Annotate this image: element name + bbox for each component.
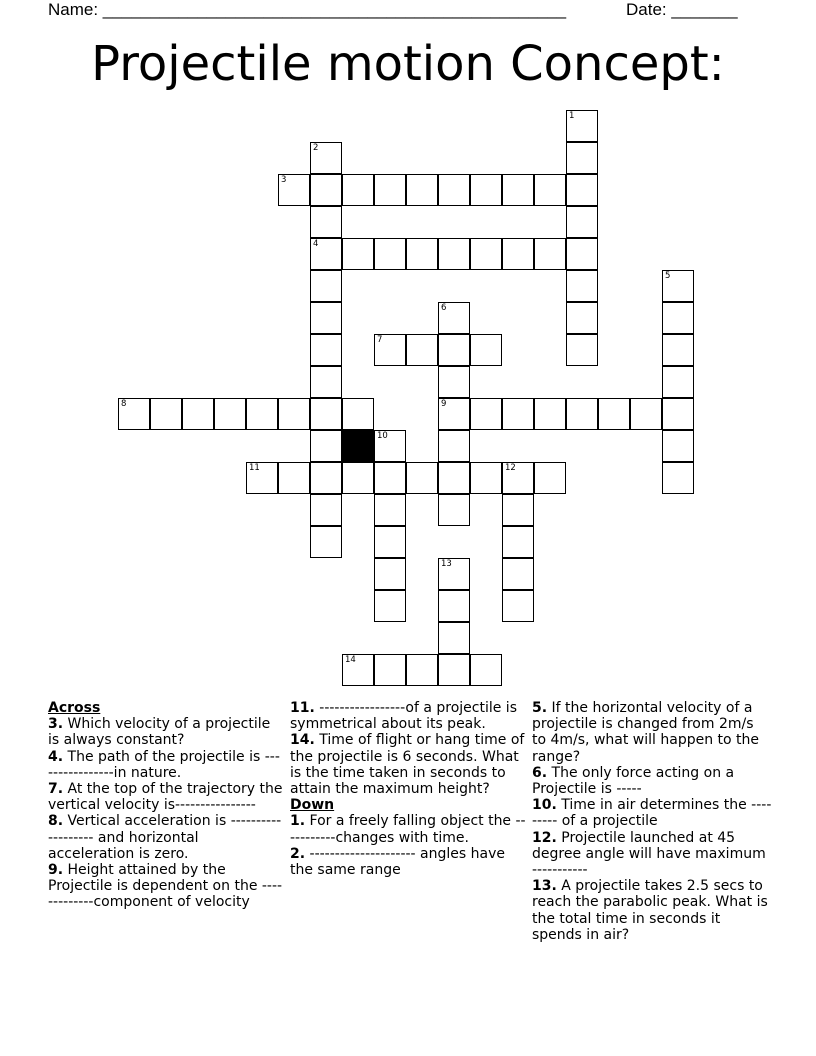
- clue-number: 12: [505, 463, 516, 473]
- crossword-cell[interactable]: [310, 366, 342, 398]
- crossword-cell[interactable]: [534, 398, 566, 430]
- down-heading: Down: [290, 797, 335, 814]
- crossword-cell[interactable]: [566, 142, 598, 174]
- page-title: Projectile motion Concept:: [91, 36, 725, 92]
- crossword-cell[interactable]: [502, 494, 534, 526]
- crossword-cell[interactable]: [566, 206, 598, 238]
- crossword-cell[interactable]: [502, 238, 534, 270]
- clue-number: 4: [313, 239, 319, 249]
- clue-across-8: 8. Vertical acceleration is ------------------- and horizontal acceleration is zero.: [48, 813, 282, 862]
- crossword-cell[interactable]: [374, 238, 406, 270]
- crossword-cell[interactable]: [566, 238, 598, 270]
- crossword-cell[interactable]: [470, 398, 502, 430]
- crossword-cell[interactable]: [374, 654, 406, 686]
- crossword-cell[interactable]: [374, 174, 406, 206]
- crossword-cell[interactable]: [374, 526, 406, 558]
- crossword-cell[interactable]: [438, 590, 470, 622]
- clue-number: 10: [377, 431, 388, 441]
- crossword-cell[interactable]: [310, 270, 342, 302]
- clue-across-3: 3. Which velocity of a projectile is always constant?: [48, 716, 271, 749]
- crossword-cell[interactable]: [406, 334, 438, 366]
- crossword-cell[interactable]: [374, 430, 406, 462]
- crossword-cell[interactable]: [374, 590, 406, 622]
- crossword-cell[interactable]: [662, 430, 694, 462]
- crossword-cell[interactable]: [438, 462, 470, 494]
- clue-column-1: [48, 700, 283, 911]
- crossword-cell[interactable]: [662, 462, 694, 494]
- crossword-cell[interactable]: [278, 398, 310, 430]
- clue-number: 14: [345, 655, 356, 665]
- crossword-cell[interactable]: [502, 590, 534, 622]
- clue-down-13: 13. A projectile takes 2.5 secs to reach the parabolic peak. What is the total time in seconds it spends in air?: [532, 878, 768, 943]
- crossword-cell[interactable]: [438, 430, 470, 462]
- crossword-cell[interactable]: [374, 334, 406, 366]
- crossword-cell[interactable]: [374, 558, 406, 590]
- crossword-cell[interactable]: [406, 654, 438, 686]
- crossword-cell[interactable]: [310, 174, 342, 206]
- clue-column-2: [290, 700, 528, 878]
- crossword-cell[interactable]: [310, 302, 342, 334]
- crossword-cell[interactable]: [310, 206, 342, 238]
- clue-down-1: 1. For a freely falling object the -----------changes with time.: [290, 813, 526, 846]
- crossword-cell[interactable]: [438, 654, 470, 686]
- crossword-cell[interactable]: [438, 558, 470, 590]
- crossword-cell[interactable]: [534, 462, 566, 494]
- name-field-label: Name: _________________________________________________: [48, 0, 567, 19]
- clue-number: 9: [441, 399, 447, 409]
- crossword-cell[interactable]: [278, 462, 310, 494]
- across-heading: Across: [48, 700, 101, 716]
- crossword-cell[interactable]: [310, 334, 342, 366]
- clue-number: 3: [281, 175, 287, 185]
- clue-down-2: 2. --------------------- angles have the same range: [290, 845, 505, 879]
- crossword-cell[interactable]: [406, 238, 438, 270]
- crossword-cell[interactable]: [566, 174, 598, 206]
- clue-down-12: 12. Projectile launched at 45 degree angle will have maximum -----------: [532, 829, 766, 879]
- crossword-cell[interactable]: [662, 334, 694, 366]
- clue-down-6: 6. The only force acting on a Projectile is -----: [532, 764, 735, 798]
- crossword-cell[interactable]: [470, 462, 502, 494]
- crossword-cell[interactable]: [310, 526, 342, 558]
- crossword-cell[interactable]: [310, 142, 342, 174]
- clue-down-5: 5. If the horizontal velocity of a projectile is changed from 2m/s to 4m/s, what will happen to the range?: [532, 700, 760, 765]
- crossword-cell[interactable]: [342, 462, 374, 494]
- crossword-cell[interactable]: [566, 334, 598, 366]
- clue-across-9: 9. Height attained by the Projectile is dependent on the -------------component of velocity: [48, 862, 283, 911]
- clue-number: 8: [121, 399, 127, 409]
- crossword-cell[interactable]: [438, 302, 470, 334]
- crossword-cell[interactable]: [534, 238, 566, 270]
- crossword-cell[interactable]: [566, 302, 598, 334]
- clue-number: 7: [377, 335, 383, 345]
- crossword-cell[interactable]: [438, 366, 470, 398]
- crossword-cell[interactable]: [534, 174, 566, 206]
- crossword-cell[interactable]: [438, 622, 470, 654]
- crossword-cell[interactable]: [246, 462, 278, 494]
- crossword-cell[interactable]: [310, 430, 342, 462]
- crossword-cell[interactable]: [438, 238, 470, 270]
- crossword-cell[interactable]: [342, 238, 374, 270]
- clue-across-11: 11. -----------------of a projectile is symmetrical about its peak.: [290, 700, 517, 733]
- crossword-cell[interactable]: [342, 398, 374, 430]
- crossword-cell[interactable]: [662, 302, 694, 334]
- clue-number: 5: [665, 271, 671, 281]
- crossword-cell[interactable]: [470, 654, 502, 686]
- crossword-cell[interactable]: [470, 238, 502, 270]
- crossword-cell[interactable]: [182, 398, 214, 430]
- crossword-cell[interactable]: [310, 238, 342, 270]
- crossword-cell[interactable]: [438, 174, 470, 206]
- crossword-cell[interactable]: [502, 462, 534, 494]
- clue-across-4: 4. The path of the projectile is ----------------in nature.: [48, 748, 280, 781]
- crossword-cell[interactable]: [438, 494, 470, 526]
- crossword-cell[interactable]: [630, 398, 662, 430]
- crossword-cell[interactable]: [662, 398, 694, 430]
- crossword-cell[interactable]: [246, 398, 278, 430]
- crossword-cell[interactable]: [406, 174, 438, 206]
- crossword-cell[interactable]: [470, 334, 502, 366]
- crossword-cell[interactable]: [598, 398, 630, 430]
- crossword-cell[interactable]: [374, 462, 406, 494]
- clue-number: 13: [441, 559, 452, 569]
- crossword-cell[interactable]: [502, 398, 534, 430]
- clue-number: 11: [249, 463, 260, 473]
- crossword-black-cell: [342, 430, 374, 462]
- crossword-cell[interactable]: [438, 398, 470, 430]
- crossword-cell[interactable]: [662, 366, 694, 398]
- crossword-cell[interactable]: [566, 110, 598, 142]
- crossword-cell[interactable]: [342, 174, 374, 206]
- crossword-cell[interactable]: [566, 398, 598, 430]
- crossword-cell[interactable]: [214, 398, 246, 430]
- clue-column-3: [532, 700, 772, 943]
- clue-number: 6: [441, 303, 447, 313]
- crossword-cell[interactable]: [470, 174, 502, 206]
- clue-across-7: 7. At the top of the trajectory the vertical velocity is----------------: [48, 781, 283, 814]
- crossword-cell[interactable]: [438, 334, 470, 366]
- crossword-cell[interactable]: [502, 526, 534, 558]
- clue-number: 1: [569, 111, 575, 121]
- crossword-cell[interactable]: [502, 558, 534, 590]
- crossword-cell[interactable]: [502, 174, 534, 206]
- crossword-cell[interactable]: [374, 494, 406, 526]
- clue-number: 2: [313, 143, 319, 153]
- crossword-cell[interactable]: [310, 398, 342, 430]
- crossword-cell[interactable]: [118, 398, 150, 430]
- crossword-cell[interactable]: [310, 494, 342, 526]
- crossword-cell[interactable]: [278, 174, 310, 206]
- crossword-cell[interactable]: [406, 462, 438, 494]
- clue-across-14: 14. Time of flight or hang time of the projectile is 6 seconds. What is the time taken in seconds to attain the maximum height?: [290, 732, 525, 798]
- crossword-cell[interactable]: [566, 270, 598, 302]
- crossword-cell[interactable]: [662, 270, 694, 302]
- crossword-cell[interactable]: [342, 654, 374, 686]
- date-field-label: Date: _______: [626, 0, 738, 19]
- clue-down-10: 10. Time in air determines the --------- of a projectile: [532, 797, 772, 830]
- crossword-cell[interactable]: [150, 398, 182, 430]
- crossword-cell[interactable]: [310, 462, 342, 494]
